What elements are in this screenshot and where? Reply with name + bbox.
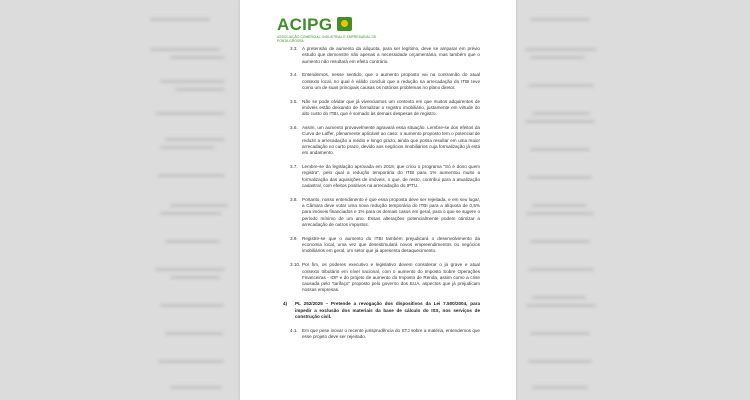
document-paragraph bbox=[290, 236, 480, 255]
paragraph-text: Assim, um aumento provavelmente agravará essa situação. Lembre-se dos efeitos da Curva de Laffer, plenamente aplicável ao caso: o aumento proposto tem o potencial de reduzir a arrecadação a médio e longo prazo, ainda que possa resultar em uma maior arrecadação no curto prazo, devido aos negócios imobiliários cuja formalização já está em andamento. bbox=[302, 125, 480, 156]
document-paragraph bbox=[290, 328, 480, 341]
blurred-background-right bbox=[510, 0, 750, 400]
document-paragraph bbox=[290, 197, 480, 228]
blurred-background-left bbox=[0, 0, 240, 400]
paragraph-text: Registre-se que o aumento do ITBI também prejudicará o desenvolvimento da economia local, uma vez que desestimulará novos empreendimentos ou negócios imobiliários em geral, um setor que já apresenta desaquecimento. bbox=[302, 235, 480, 254]
paragraph-number: 4) bbox=[283, 301, 288, 307]
paragraph-number: 3.3. bbox=[290, 46, 298, 51]
document-page bbox=[240, 0, 516, 400]
paragraph-number: 3.9. bbox=[290, 235, 298, 241]
document-paragraph bbox=[290, 125, 480, 156]
logo-emblem-icon bbox=[337, 17, 352, 31]
paragraph-text: Por fim, os poderes executivo e legislativo devem considerar o já grave e atual contexto tributário em nível nacional, com o aumento do Imposto Sobre Operações Financeiras - IOF e do projeto de aumento do Imposto de Renda, assim como a crise causada pelo "tarifaço" proposto pelo governo dos EUA, aspectos que já prejudicam nossas empresas. bbox=[302, 262, 480, 293]
document-body bbox=[283, 46, 480, 348]
logo-subtitle: ASSOCIAÇÃO COMERCIAL, INDUSTRIAL E EMPRESARIAL DE PONTA GROSSA bbox=[277, 35, 377, 43]
paragraph-number: 3.10. bbox=[290, 262, 301, 268]
document-paragraph bbox=[290, 164, 480, 189]
acipg-logo bbox=[277, 15, 377, 46]
paragraph-text: A pretensão de aumento da alíquota, para ser legítimo, deve se amparar em prévio estudo que demonstre não apenas a necessidade orçamentária, mas também que o aumento não resultará em efeito contrário. bbox=[302, 46, 480, 64]
paragraph-number: 3.7. bbox=[290, 164, 298, 170]
document-paragraph bbox=[290, 46, 480, 65]
logo-wordmark: ACIPG bbox=[277, 15, 333, 34]
paragraph-number: 3.5. bbox=[290, 98, 298, 104]
document-paragraph bbox=[290, 72, 480, 91]
paragraph-number: 3.8. bbox=[290, 196, 298, 202]
paragraph-number: 3.4. bbox=[290, 72, 298, 78]
paragraph-text: Entendemos, nesse sentido, que o aumento proposto vai na contramão do atual contexto local, no qual é válido concluir que a redução na arrecadação do ITBI teve como um de suas principais causas os notórios problemas no plano diretor. bbox=[302, 72, 480, 90]
paragraph-text: PL 252/2025 – Pretende a revogação dos dispositivos da Lei 7.500/2004, para impedir a exclusão dos materiais da base de cálculo do ISS, nos serviços de construção civil. bbox=[295, 301, 480, 319]
paragraph-text: Em que pese inovar o recente jurisprudência do STJ sobre a matéria, entendemos que esse projeto deve ser rejeitado. bbox=[302, 327, 480, 339]
paragraph-number: 3.6. bbox=[290, 125, 298, 131]
paragraph-text: Portanto, nosso entendimento é que essa proposta deve ser rejeitada, e em seu lugar, a Câmara deve votar uma nova redução temporária do ITBI para a alíquota de 0,5% para imóveis financiados e 1% para os demais casos em geral, para o que se sugere o período mínimo de um ano. Essas alterações potencialmente podem otimizar a arrecadação de outros impostos. bbox=[302, 196, 480, 228]
paragraph-text: Não se pode olvidar que já vivenciamos um contexto em que muitos adquirentes de imóveis estão deixando de formalizar o registro imobiliário, justamente em virtude do alto custo do ITBI, que é somado às demais despesas de registro. bbox=[302, 98, 480, 117]
document-paragraph bbox=[290, 262, 480, 293]
document-paragraph bbox=[290, 99, 480, 118]
paragraph-text: Lembre-se da legislação aprovada em 2018, que criou o programa "Só é dono quem registra", pelo qual a redução temporária do ITBI para 1% aumentou muito a formalização das aquisições de imóveis, o que, de resto, contribui para a atualização cadastral, com efeitos positivos na arrecadação do IPTU. bbox=[302, 164, 480, 189]
document-paragraph bbox=[283, 301, 480, 320]
paragraph-number: 4.1. bbox=[290, 327, 298, 333]
